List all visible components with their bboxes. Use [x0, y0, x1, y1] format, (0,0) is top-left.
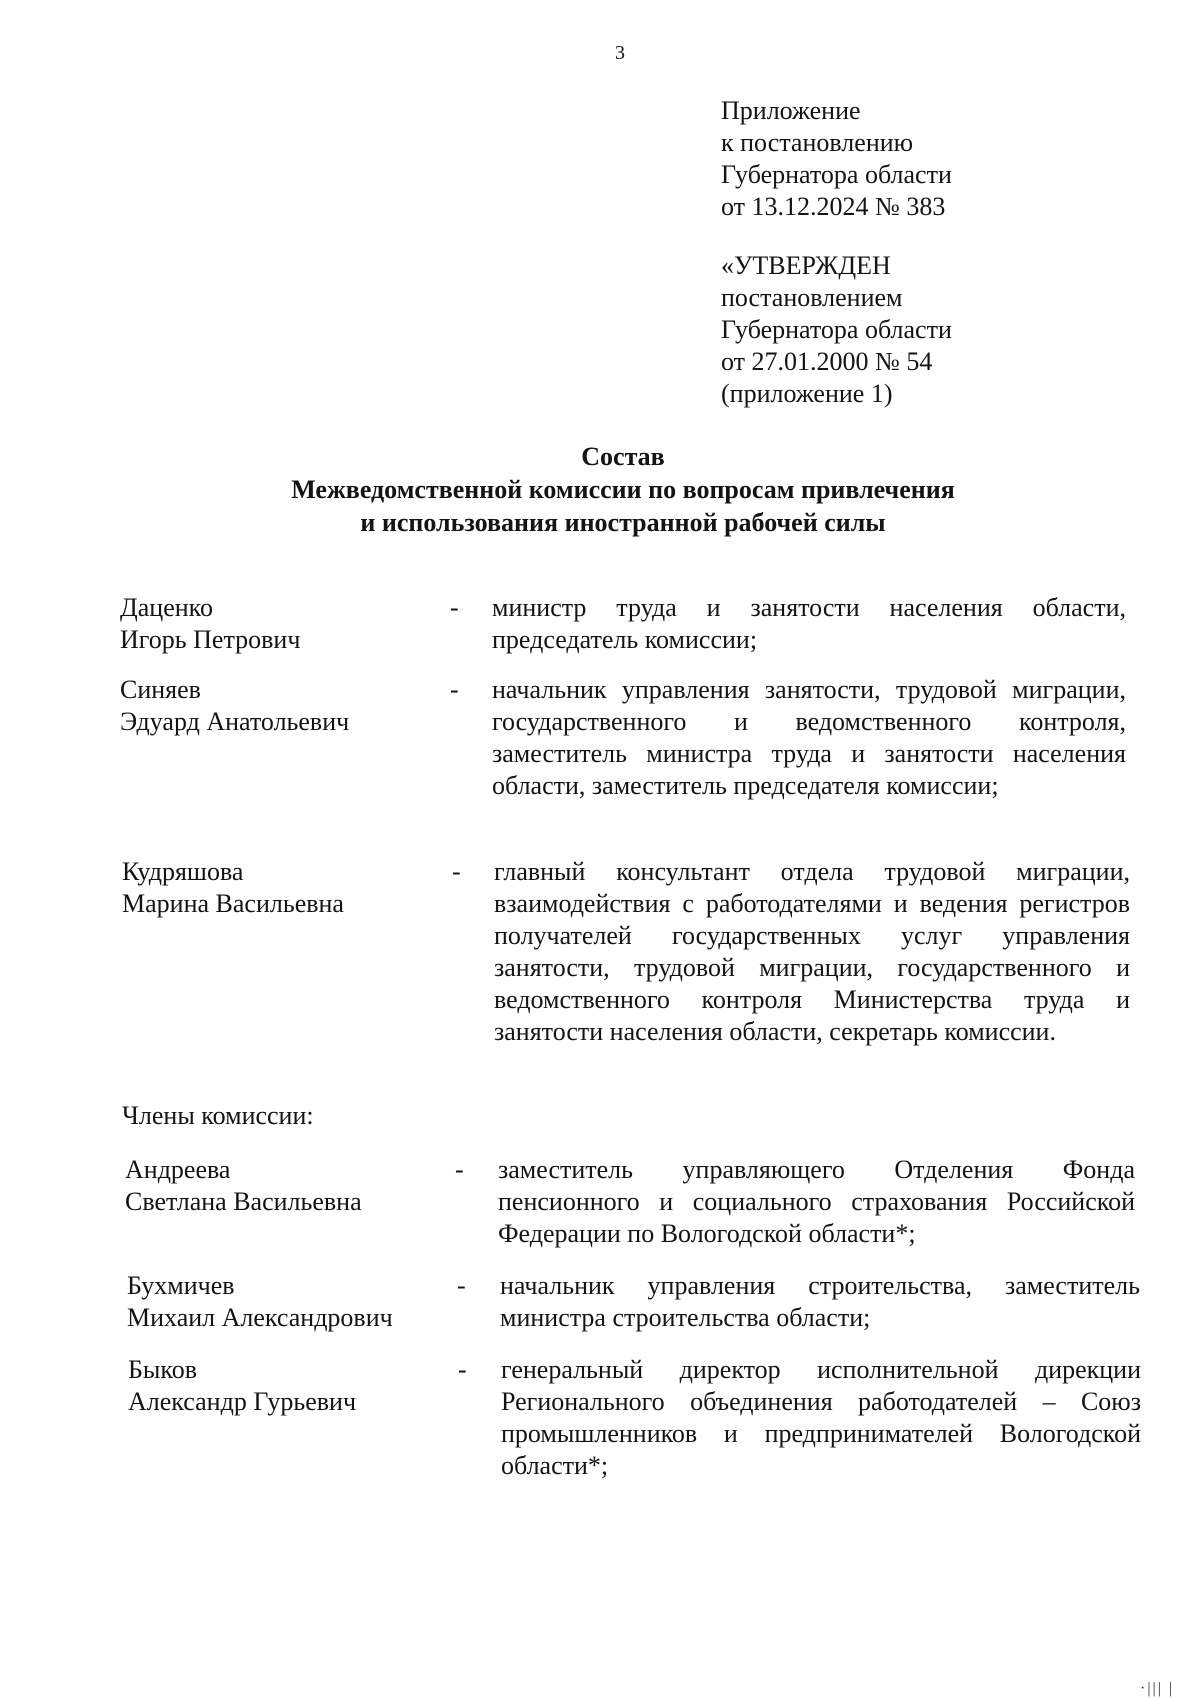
- member-name: [122, 856, 452, 920]
- appendix-block: [721, 95, 952, 223]
- member-dash: -: [458, 1355, 467, 1384]
- appendix-line: от 13.12.2024 № 383: [721, 192, 946, 221]
- member-surname: Даценко: [120, 593, 213, 622]
- member-role: генеральный директор исполнительной дирекции Регионального объединения работодателей – Союз промышленников и предпринимателей Вологодской области*;: [501, 1355, 1141, 1480]
- scan-edge-marks: ·||| |: [1140, 1680, 1175, 1697]
- member-role: начальник управления строительства, заместитель министра строительства области;: [500, 1271, 1140, 1332]
- member-surname: Кудряшова: [122, 857, 244, 886]
- member-dash: -: [455, 1155, 464, 1184]
- member-surname: Бухмичев: [127, 1271, 235, 1300]
- member-surname: Быков: [128, 1355, 197, 1384]
- approved-line: «УТВЕРЖДЕН: [721, 251, 891, 280]
- member-given-name: Марина Васильевна: [122, 889, 344, 918]
- member-role: начальник управления занятости, трудовой миграции, государственного и ведомственного контроля, заместитель министра труда и занятости населения области, заместитель председателя комиссии;: [492, 675, 1126, 800]
- member-surname: Синяев: [120, 675, 201, 704]
- member-name: [120, 592, 450, 656]
- page-number: 3: [615, 42, 625, 64]
- member-name: [127, 1270, 457, 1334]
- member-surname: Андреева: [125, 1155, 231, 1184]
- member-name: [128, 1354, 458, 1418]
- member-dash: -: [457, 1271, 466, 1300]
- document-title: [0, 440, 1200, 539]
- member-given-name: Александр Гурьевич: [128, 1387, 357, 1416]
- member-dash: -: [452, 857, 461, 886]
- member-role: министр труда и занятости населения области, председатель комиссии;: [492, 593, 1126, 654]
- appendix-line: Приложение: [721, 96, 861, 125]
- title-line: Межведомственной комиссии по вопросам привлечения: [291, 475, 955, 504]
- members-heading: Члены комиссии:: [122, 1101, 314, 1130]
- member-dash: -: [450, 593, 459, 622]
- member-given-name: Игорь Петрович: [120, 625, 301, 654]
- member-name: [125, 1154, 455, 1218]
- appendix-line: к постановлению: [721, 128, 914, 157]
- member-given-name: Эдуард Анатольевич: [120, 707, 350, 736]
- member-given-name: Михаил Александрович: [127, 1303, 393, 1332]
- appendix-line: Губернатора области: [721, 160, 952, 189]
- title-line: и использования иностранной рабочей силы: [360, 508, 886, 537]
- approved-line: Губернатора области: [721, 315, 952, 344]
- approved-line: от 27.01.2000 № 54: [721, 347, 933, 376]
- member-role: главный консультант отдела трудовой миграции, взаимодействия с работодателями и ведения регистров получателей государственных услуг управления занятости, трудовой миграции, государственного и ведомственного контроля Министерства труда и занятости населения области, секретарь комиссии.: [494, 857, 1130, 1046]
- approved-block: [721, 250, 952, 410]
- approved-line: (приложение 1): [721, 379, 893, 408]
- approved-line: постановлением: [721, 283, 903, 312]
- member-dash: -: [450, 675, 459, 704]
- member-given-name: Светлана Васильевна: [125, 1187, 362, 1216]
- member-role: заместитель управляющего Отделения Фонда пенсионного и социального страхования Российской Федерации по Вологодской области*;: [498, 1155, 1135, 1248]
- title-line: Состав: [581, 442, 665, 471]
- member-name: [120, 674, 450, 738]
